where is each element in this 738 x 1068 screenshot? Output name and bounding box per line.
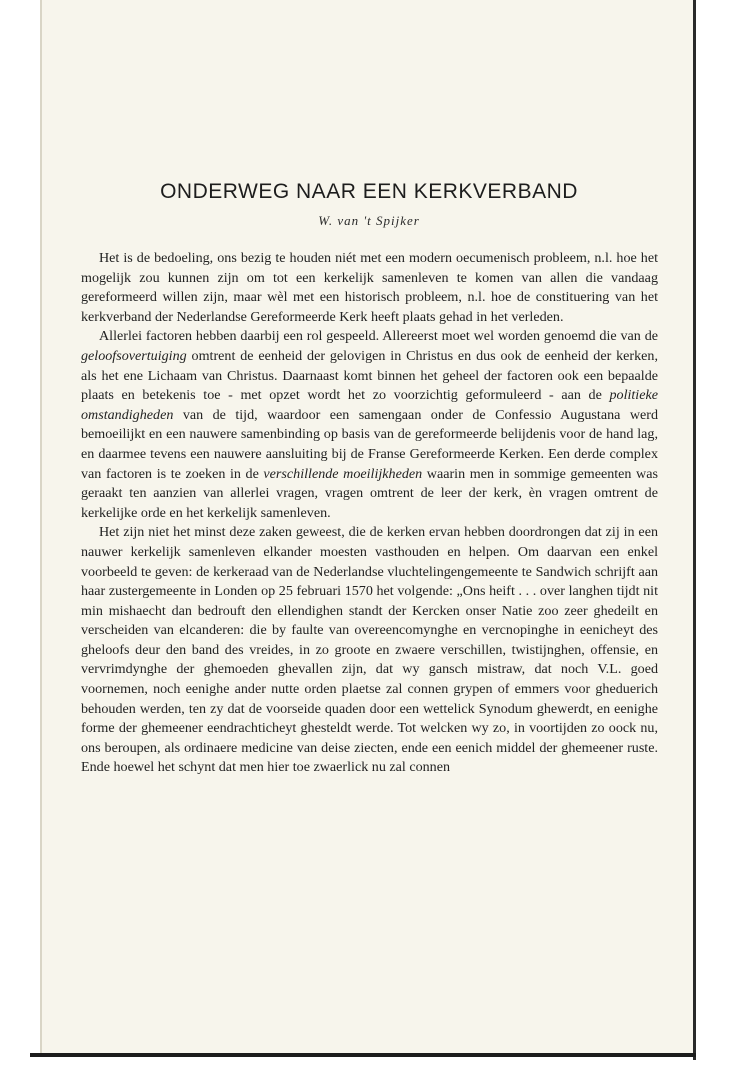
italic-term-verschillende-moeilijkheden: verschillende moeilijkheden xyxy=(263,465,423,482)
article-title: ONDERWEG NAAR EEN KERKVERBAND xyxy=(160,180,578,203)
text-segment: omtrent de eenheid der gelovigen in Christus en dus ook de eenheid der kerken, als het ene Lichaam van Christus. Daarnaast komt binnen het geheel der factoren ook een bepaalde plaats en betekenis toe - met opzet wordt het zo voorzichtig geformuleerd - aan de xyxy=(81,347,658,404)
page-edge-bottom xyxy=(30,1053,696,1057)
italic-term-geloofsovertuiging: geloofsovertuiging xyxy=(81,347,187,364)
paragraph xyxy=(81,523,658,778)
page-edge-right xyxy=(693,0,696,1060)
text-segment: van de tijd, waardoor een samengaan onder de Confessio Augustana werd bemoeilijkt en een nauwere samenbinding op basis van de gereformeerde belijdenis voor de hand lag, en daarmee tevens een nauwere aansluiting bij de Franse Gereformeerde Kerken. Een derde complex van factoren is te zoeken in de xyxy=(81,406,658,482)
article-author: W. van 't Spijker xyxy=(318,213,420,228)
article-body xyxy=(81,249,658,778)
text-segment: Het is de bedoeling, ons bezig te houden niét met een modern oecumenisch probleem, n.l. hoe het mogelijk zou kunnen zijn om tot een kerkelijk samenleven te komen van allen die vandaag gereformeerd willen zijn, maar wèl met een historisch probleem, n.l. hoe de constituering van het kerkverband der Nederlandse Gereformeerde Kerk heeft plaats gehad in het verleden. xyxy=(81,250,658,325)
paragraph xyxy=(81,327,658,523)
text-segment: Allerlei factoren hebben daarbij een rol gespeeld. Allereerst moet wel worden genoemd die van de xyxy=(99,328,658,345)
text-segment: Het zijn niet het minst deze zaken geweest, die de kerken ervan hebben doordrongen dat zij in een nauwer kerkelijk samenleven elkander moesten vasthouden en helpen. Om daarvan een enkel voorbeeld te geven: de kerkeraad van de Nederlandse vluchtelingengemeente te Sandwich schrijft aan haar zustergemeente in Londen op 25 februari 1570 het volgende: „Ons heift . . . over langhen tijdt nit min mishaecht dan bedrouft den ellendighen standt der Kercken onser Natie zoo zeer ghedeilt en verscheiden van elcanderen: die by faulte van overeencomynghe en vercnopinghe in eenicheyt des gheloofs deur den band des vreides, in zo groote en zwaere verschillen, twistijnghen, offensie, en vervrimdynghe der ghemoeden ghevallen zijn, dat wy gansch mistraw, dat noch V.L. goed voornemen, noch eenighe ander nutte orden plaetse zal connen grypen of emmers voor gheduerich behouden werden, ten zy dat de voorseide quaden door een wettelick Synodum ghewerdt, en eenighe forme der ghemeener eendrachticheyt ghesteldt werde. Tot welcken wy zo, in voortijden zo oock nu, ons beroupen, als ordinaere medicine van deise ziecten, ende een eenich middel der ghemeener ruste. Ende hoewel het schynt dat men hier toe zwaerlick nu zal connen xyxy=(81,524,658,776)
paragraph xyxy=(81,249,658,327)
italic-term-politieke-omstandigheden: politieke omstandigheden xyxy=(81,387,658,423)
page-edge-left xyxy=(40,0,42,1055)
text-segment: waarin men in sommige gemeenten was geraakt ten aanzien van allerlei vragen, vragen omtrent de leer der kerk, èn vragen omtrent de kerkelijke orde en het kerkelijk samenleven. xyxy=(81,465,658,521)
